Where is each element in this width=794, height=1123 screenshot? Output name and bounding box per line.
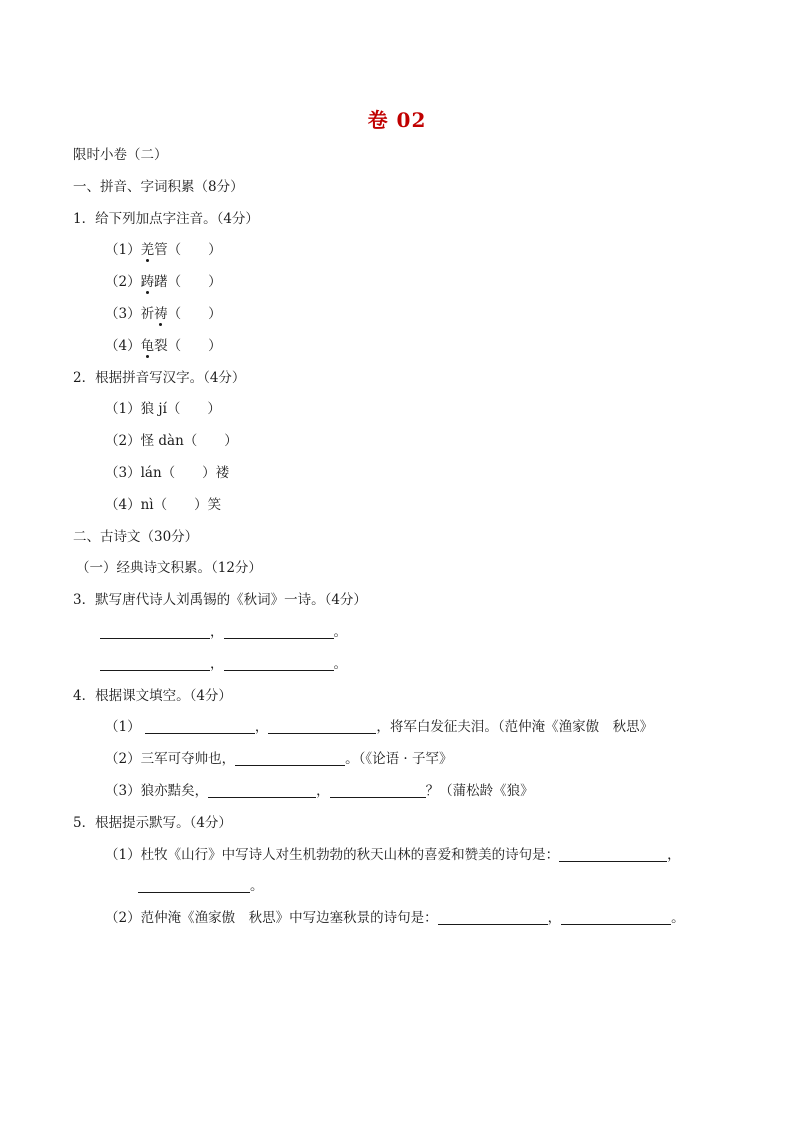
q1-item bbox=[105, 273, 222, 291]
q5-item-2-text: （2）范仲淹《渔家傲 秋思》中写边塞秋景的诗句是： bbox=[105, 910, 438, 926]
section-2-subheading: （一）经典诗文积累。（12分） bbox=[76, 560, 262, 576]
q1-item bbox=[105, 305, 222, 323]
q3-answer-line bbox=[100, 655, 347, 673]
q2-item: （3）lán（ ）褛 bbox=[105, 465, 230, 481]
q1-item bbox=[105, 337, 222, 355]
question-5-stem: 5．根据提示默写。（4分） bbox=[73, 815, 232, 831]
answer-blank[interactable] bbox=[224, 624, 334, 639]
q4-item-1 bbox=[105, 718, 653, 736]
answer-blank[interactable] bbox=[559, 847, 667, 862]
q2-item: （2）怪 dàn（ ） bbox=[105, 433, 238, 449]
q1-item-number: （3） bbox=[105, 306, 141, 322]
q2-item: （4）nì（ ）笑 bbox=[105, 497, 222, 513]
comma: ， bbox=[210, 624, 224, 640]
answer-blank[interactable] bbox=[145, 719, 255, 734]
q1-item-post: （ ） bbox=[167, 306, 222, 322]
q4-item-2 bbox=[105, 750, 452, 768]
q3-answer-line bbox=[100, 623, 347, 641]
q1-item-number: （2） bbox=[105, 274, 141, 290]
q1-dotted-char: 羌 bbox=[140, 242, 155, 258]
period: 。 bbox=[671, 910, 685, 926]
q4-item-1-tail: ，将军白发征夫泪。（范仲淹《渔家傲 秋思》 bbox=[376, 719, 654, 735]
q5-item-1-text: （1）杜牧《山行》中写诗人对生机勃勃的秋天山林的喜爱和赞美的诗句是： bbox=[105, 847, 560, 863]
q1-item-post: 躇（ ） bbox=[154, 274, 222, 290]
q1-item-pre: 祈 bbox=[140, 306, 155, 322]
q4-item-2-head: （2）三军可夺帅也， bbox=[105, 751, 236, 767]
q4-item-2-tail: 。（《论语 · 子罕》 bbox=[345, 751, 453, 767]
comma: ， bbox=[667, 847, 681, 863]
comma: ， bbox=[316, 783, 330, 799]
q4-item-number: （1） bbox=[105, 719, 141, 735]
period: 。 bbox=[250, 878, 264, 894]
answer-blank[interactable] bbox=[224, 656, 334, 671]
section-1-heading: 一、拼音、字词积累（8分） bbox=[73, 179, 244, 195]
question-3-stem: 3．默写唐代诗人刘禹锡的《秋词》一诗。（4分） bbox=[73, 592, 367, 608]
answer-blank[interactable] bbox=[208, 783, 316, 798]
q5-item-1 bbox=[105, 846, 681, 864]
q2-item: （1）狼 jí（ ） bbox=[105, 401, 221, 417]
answer-blank[interactable] bbox=[100, 624, 210, 639]
paper-subtitle: 限时小卷（二） bbox=[73, 147, 168, 163]
answer-blank[interactable] bbox=[561, 910, 671, 925]
q1-item bbox=[105, 241, 222, 259]
q4-item-3 bbox=[105, 782, 534, 800]
q1-item-post: 裂（ ） bbox=[154, 338, 222, 354]
q1-dotted-char: 祷 bbox=[154, 306, 168, 322]
question-2-stem: 2．根据拼音写汉字。（4分） bbox=[73, 370, 246, 386]
answer-blank[interactable] bbox=[438, 910, 548, 925]
period: 。 bbox=[333, 656, 347, 672]
q1-item-number: （1） bbox=[105, 242, 141, 258]
q1-dotted-char: 踌 bbox=[140, 274, 155, 290]
comma: ， bbox=[210, 656, 224, 672]
question-1-stem: 1．给下列加点字注音。（4分） bbox=[73, 211, 259, 227]
answer-blank[interactable] bbox=[138, 878, 250, 893]
comma: ， bbox=[254, 719, 269, 735]
q1-item-post: 管（ ） bbox=[154, 242, 222, 258]
answer-blank[interactable] bbox=[268, 719, 376, 734]
q1-dotted-char: 龟 bbox=[140, 338, 155, 354]
q1-item-number: （4） bbox=[105, 338, 141, 354]
answer-blank[interactable] bbox=[100, 656, 210, 671]
q4-item-3-tail: ？（蒲松龄《狼》 bbox=[425, 783, 534, 799]
page-title: 卷 02 bbox=[367, 108, 427, 132]
comma: ， bbox=[547, 910, 562, 926]
period: 。 bbox=[333, 624, 347, 640]
section-2-heading: 二、古诗文（30分） bbox=[73, 529, 199, 545]
q5-item-1-continued bbox=[138, 877, 264, 895]
question-4-stem: 4．根据课文填空。（4分） bbox=[73, 688, 232, 704]
answer-blank[interactable] bbox=[235, 751, 345, 766]
q5-item-2 bbox=[105, 909, 685, 927]
q4-item-3-head: （3）狼亦黠矣， bbox=[105, 783, 209, 799]
answer-blank[interactable] bbox=[330, 783, 426, 798]
